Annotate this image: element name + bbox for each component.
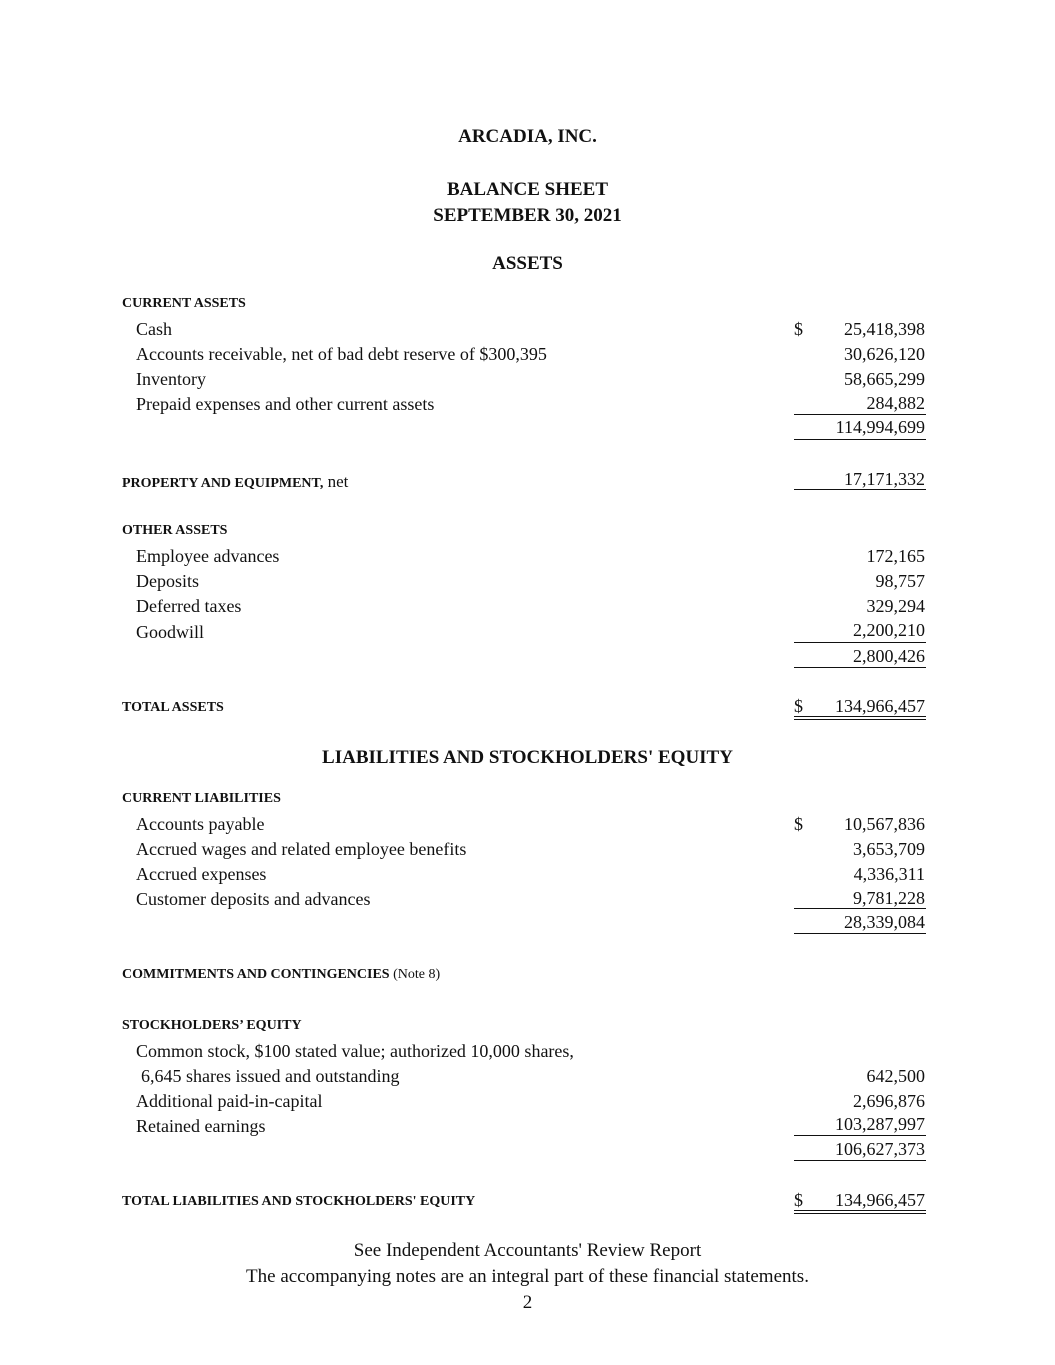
other-assets-heading: OTHER ASSETS	[122, 523, 228, 538]
line-item-value: 98,757	[875, 571, 925, 591]
ppe-heading: PROPERTY AND EQUIPMENT, net	[122, 472, 349, 491]
currency-symbol: $	[794, 1190, 803, 1210]
assets-title: ASSETS	[492, 253, 563, 274]
line-item-value: 329,294	[866, 596, 925, 616]
line-item-label: Accrued expenses	[136, 864, 267, 884]
line-item-label: Cash	[136, 319, 172, 339]
line-item-label: Employee advances	[136, 546, 280, 566]
total-rule	[794, 489, 926, 490]
double-rule	[794, 716, 926, 720]
page-number: 2	[522, 1292, 533, 1313]
currency-symbol: $	[794, 814, 803, 834]
line-item-label: Customer deposits and advances	[136, 889, 371, 909]
line-item-label: Deferred taxes	[136, 596, 242, 616]
line-item-label: Deposits	[136, 571, 199, 591]
common-stock-label: Common stock, $100 stated value; authorized 10,000 shares,	[136, 1041, 574, 1061]
line-item-value: 9,781,228	[853, 888, 925, 908]
line-item-label: Accounts payable	[136, 814, 265, 834]
equity-heading: STOCKHOLDERS’ EQUITY	[122, 1018, 302, 1033]
common-stock-value: 642,500	[866, 1066, 925, 1086]
current-liabilities-heading: CURRENT LIABILITIES	[122, 791, 281, 806]
footer-review-report: See Independent Accountants' Review Report	[353, 1240, 702, 1261]
total-liabilities-equity-heading: TOTAL LIABILITIES AND STOCKHOLDERS' EQUITY	[122, 1194, 476, 1209]
statement-date: SEPTEMBER 30, 2021	[433, 205, 622, 226]
line-item-label: Prepaid expenses and other current assets	[136, 394, 435, 414]
total-liabilities-equity-value: 134,966,457	[835, 1190, 925, 1210]
retained-earnings-label: Retained earnings	[136, 1116, 266, 1136]
total-rule	[794, 667, 926, 668]
total-rule	[794, 439, 926, 440]
total-rule	[794, 1160, 926, 1161]
line-item-label: Inventory	[136, 369, 206, 389]
subtotal-rule	[794, 414, 926, 415]
currency-symbol: $	[794, 696, 803, 716]
line-item-value: 58,665,299	[844, 369, 925, 389]
line-item-label: Goodwill	[136, 622, 205, 642]
equity-total: 106,627,373	[835, 1139, 925, 1159]
line-item-value: 30,626,120	[844, 344, 925, 364]
retained-earnings-value: 103,287,997	[835, 1114, 925, 1134]
line-item-value: 25,418,398	[844, 319, 925, 339]
current-liabilities-total: 28,339,084	[844, 912, 925, 932]
line-item-value: 4,336,311	[853, 864, 925, 884]
line-item-value: 284,882	[866, 393, 925, 413]
double-rule	[794, 1210, 926, 1214]
total-rule	[794, 933, 926, 934]
line-item-value: 172,165	[866, 546, 925, 566]
currency-symbol: $	[794, 319, 803, 339]
footer-notes-statement: The accompanying notes are an integral part of these financial statements.	[246, 1266, 809, 1287]
company-name: ARCADIA, INC.	[458, 126, 597, 147]
subtotal-rule	[794, 642, 926, 643]
ppe-value: 17,171,332	[844, 469, 925, 489]
subtotal-rule	[794, 908, 926, 909]
line-item-label: Accounts receivable, net of bad debt reserve of $300,395	[136, 344, 547, 364]
common-stock-label-continued: 6,645 shares issued and outstanding	[141, 1066, 400, 1086]
line-item-value: 10,567,836	[844, 814, 925, 834]
subtotal-rule	[794, 1135, 926, 1136]
apic-label: Additional paid-in-capital	[136, 1091, 323, 1111]
total-assets-heading: TOTAL ASSETS	[122, 700, 224, 715]
line-item-label: Accrued wages and related employee benefits	[136, 839, 467, 859]
apic-value: 2,696,876	[853, 1091, 925, 1111]
statement-title: BALANCE SHEET	[446, 179, 609, 200]
liabilities-title: LIABILITIES AND STOCKHOLDERS' EQUITY	[322, 747, 733, 768]
commitments-heading: COMMITMENTS AND CONTINGENCIES (Note 8)	[122, 967, 441, 982]
line-item-value: 2,200,210	[853, 620, 925, 640]
current-assets-heading: CURRENT ASSETS	[122, 296, 246, 311]
total-assets-value: 134,966,457	[835, 696, 925, 716]
current-assets-total: 114,994,699	[835, 417, 925, 437]
other-assets-total: 2,800,426	[853, 646, 925, 666]
line-item-value: 3,653,709	[853, 839, 925, 859]
